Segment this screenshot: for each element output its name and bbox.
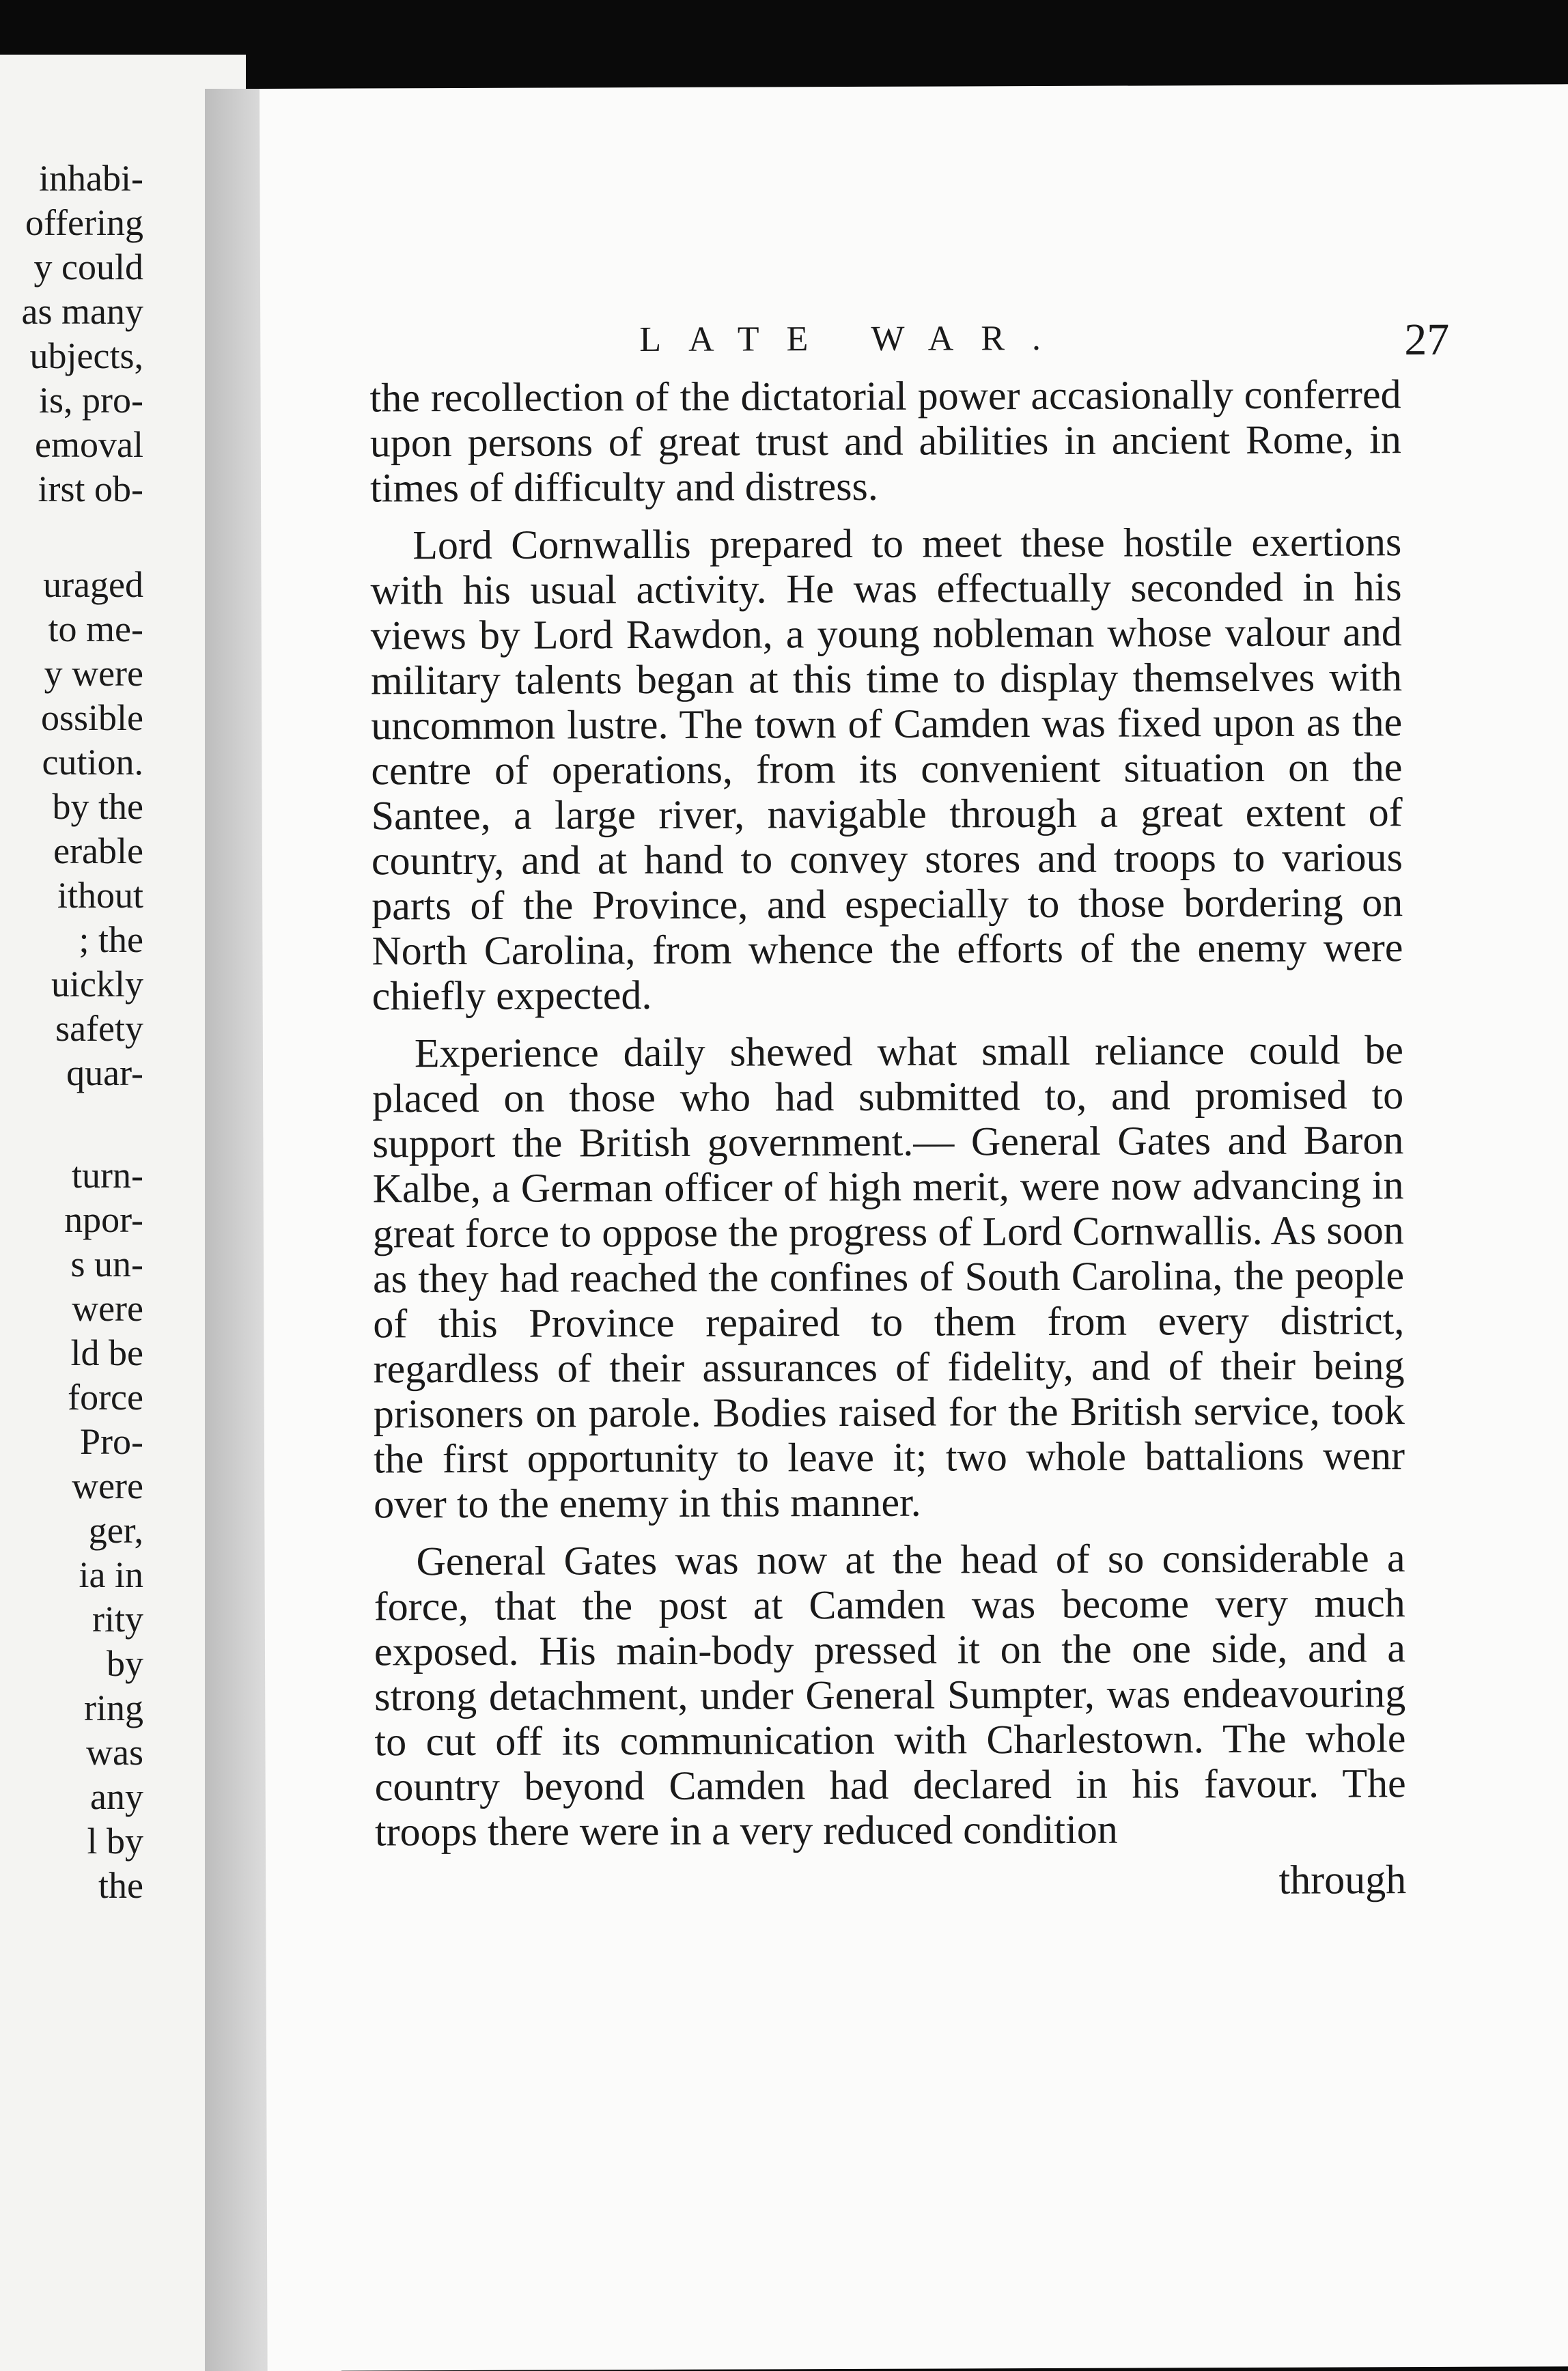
left-fragment-line: uickly	[51, 964, 143, 1005]
left-fragment-line: offering	[25, 202, 143, 243]
left-fragment-line: cution.	[42, 742, 143, 783]
left-fragment-line: Pro-	[80, 1421, 143, 1462]
right-page	[260, 84, 1568, 2371]
left-fragment-line: ossible	[40, 697, 143, 738]
left-fragment-line: irst ob-	[38, 468, 143, 509]
left-fragment-line: by	[107, 1643, 143, 1684]
left-fragment-line: ia in	[79, 1554, 143, 1595]
left-fragment-line: as many	[21, 291, 143, 332]
left-fragment-line: npor-	[64, 1199, 143, 1240]
page-number: 27	[1404, 314, 1450, 365]
left-fragment-line: inhabi-	[39, 158, 143, 199]
left-fragment-line: ithout	[57, 875, 143, 916]
left-fragment-line: ubjects,	[29, 335, 143, 376]
left-fragment-line: the	[98, 1865, 143, 1906]
paragraph: Experience daily shewed what small reliance could be placed on those who had submitted to, and promised to support the British government.— General Gates and Baron Kalbe, a German officer of high merit, were now advancing in great force to oppose the progress of Lord Cornwallis. As soon as they had reached the confines of South Carolina, the people of this Province repaired to them from every district, regardless of their assurances of fidelity, and of their being prisoners on parole. Bodies raised for the British service, took the first opportunity to leave it; two whole battalions wenr over to the enemy in this manner.	[372, 1027, 1405, 1527]
left-fragment-line: any	[90, 1776, 143, 1817]
left-fragment-line: ring	[84, 1687, 143, 1728]
left-fragment-line: emoval	[35, 424, 143, 465]
paragraph: Lord Cornwallis prepared to meet these hostile exertions with his usual activity. He was effectually seconded in his views by Lord Rawdon, a young nobleman whose valour and military talents began at this time to display themselves with uncommon lustre. The town of Camden was fixed upon as the centre of operations, from its convenient situation on the Santee, a large river, navigable through a great extent of country, and at hand to convey stores and troops to various parts of the Province, and especially to those bordering on North Carolina, from whence the efforts of the enemy were chiefly expected.	[370, 519, 1403, 1019]
catchword: through	[1278, 1857, 1407, 1903]
body-text	[369, 371, 1406, 1907]
left-fragment-line: safety	[55, 1008, 143, 1049]
left-fragment-line: ; the	[79, 919, 143, 960]
left-fragment-line: ld be	[70, 1332, 143, 1373]
left-fragment-line: y could	[33, 247, 143, 287]
left-fragment-line: is, pro-	[39, 380, 143, 421]
left-fragment-line: turn-	[72, 1155, 143, 1196]
left-fragment-line: erable	[53, 830, 143, 871]
left-fragment-line: rity	[92, 1599, 143, 1640]
left-fragment-line: was	[86, 1732, 143, 1773]
left-fragment-line: s un-	[70, 1244, 143, 1285]
paragraph: the recollection of the dictatorial power accasionally conferred upon persons of great trust and abilities in ancient Rome, in times of difficulty and distress.	[369, 371, 1401, 511]
running-title: LATE WAR.	[639, 318, 1069, 360]
left-fragment-line: quar-	[66, 1052, 143, 1093]
left-fragment-line: by the	[52, 786, 143, 827]
left-fragment-line: were	[72, 1465, 143, 1506]
left-fragment-line: l by	[87, 1821, 143, 1862]
left-fragment-line: were	[72, 1288, 143, 1329]
paragraph: General Gates was now at the head of so considerable a force, that the post at Camden was become very much exposed. His main-body pressed it on the one side, and a strong detachment, under General Sumpter, was endeavouring to cut off its communication with Charlestown. The whole country beyond Camden had declared in his favour. The troops there were in a very reduced condition	[374, 1535, 1406, 1855]
left-fragment-line: uraged	[43, 564, 143, 605]
left-fragment-line: y were	[44, 653, 143, 694]
left-fragment-line: ger,	[88, 1510, 143, 1551]
left-fragment-line: to me-	[48, 608, 143, 649]
left-fragment-line: force	[68, 1377, 143, 1418]
page-header	[260, 316, 1568, 376]
